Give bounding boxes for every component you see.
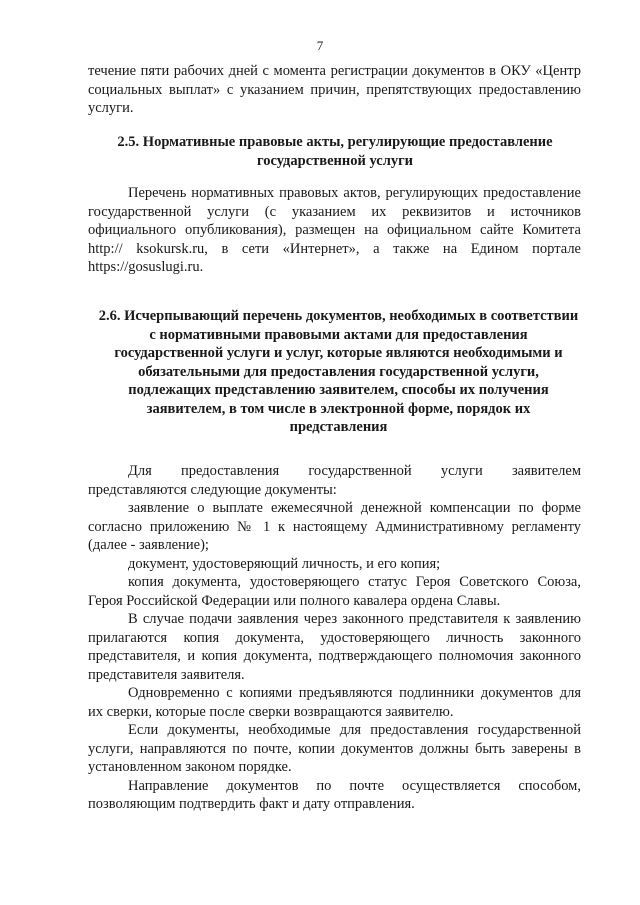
section-2-5-heading: 2.5. Нормативные правовые акты, регулирующие предоставление государственной услуги [117, 134, 553, 169]
section-2-6-body [88, 462, 581, 814]
paragraph-postal-submission: Если документы, необходимые для предоставления государственной услуги, направляются по почте, копии документов должны быть заверены в установленном законом порядке. [88, 722, 581, 775]
intro-text: течение пяти рабочих дней с момента регистрации документов в ОКУ «Центр социальных выплат» с указанием причин, препятствующих предоставлению услуги. [88, 63, 581, 116]
page-number: 7 [316, 38, 324, 53]
paragraph-documents-intro: Для предоставления государственной услуги заявителем представляются следующие документы: [88, 463, 581, 498]
paragraph-originals: Одновременно с копиями предъявляются подлинники документов для их сверки, которые после сверки возвращаются заявителю. [88, 685, 581, 720]
intro-paragraph [88, 62, 581, 118]
paragraph-hero-status-copy: копия документа, удостоверяющего статус Героя Советского Союза, Героя Российской Федерации или полного кавалера ордена Славы. [88, 574, 581, 609]
paragraph-identity-document: документ, удостоверяющий личность, и его копия; [128, 555, 441, 572]
section-2-5-body [88, 184, 581, 277]
paragraph-application: заявление о выплате ежемесячной денежной компенсации по форме согласно приложению № 1 к настоящему Административному регламенту (далее - заявление); [88, 500, 581, 553]
section-2-5-paragraph: Перечень нормативных правовых актов, регулирующих предоставление государственной услуги (с указанием их реквизитов и источников официального опубликования), размещен на официальном сайте Комитета http:// ksokursk.ru, в сети «Интернет», а также на Едином портале https://gosuslugi.ru. [88, 185, 581, 275]
section-2-6-heading: 2.6. Исчерпывающий перечень документов, необходимых в соответствии с нормативными правовыми актами для предоставления государственной услуги и услуг, которые являются необходимыми и обязательными для предоставления государственной услуги, подлежащих представлению заявителем, способы их получения заявителем, в том числе в электронной форме, порядок их представления [98, 308, 579, 435]
paragraph-legal-representative: В случае подачи заявления через законного представителя к заявлению прилагаются копия документа, удостоверяющего личность законного представителя, и копия документа, подтверждающего полномочия законного представителя заявителя. [88, 611, 581, 683]
paragraph-postal-method: Направление документов по почте осуществляется способом, позволяющим подтвердить факт и дату отправления. [88, 777, 581, 812]
